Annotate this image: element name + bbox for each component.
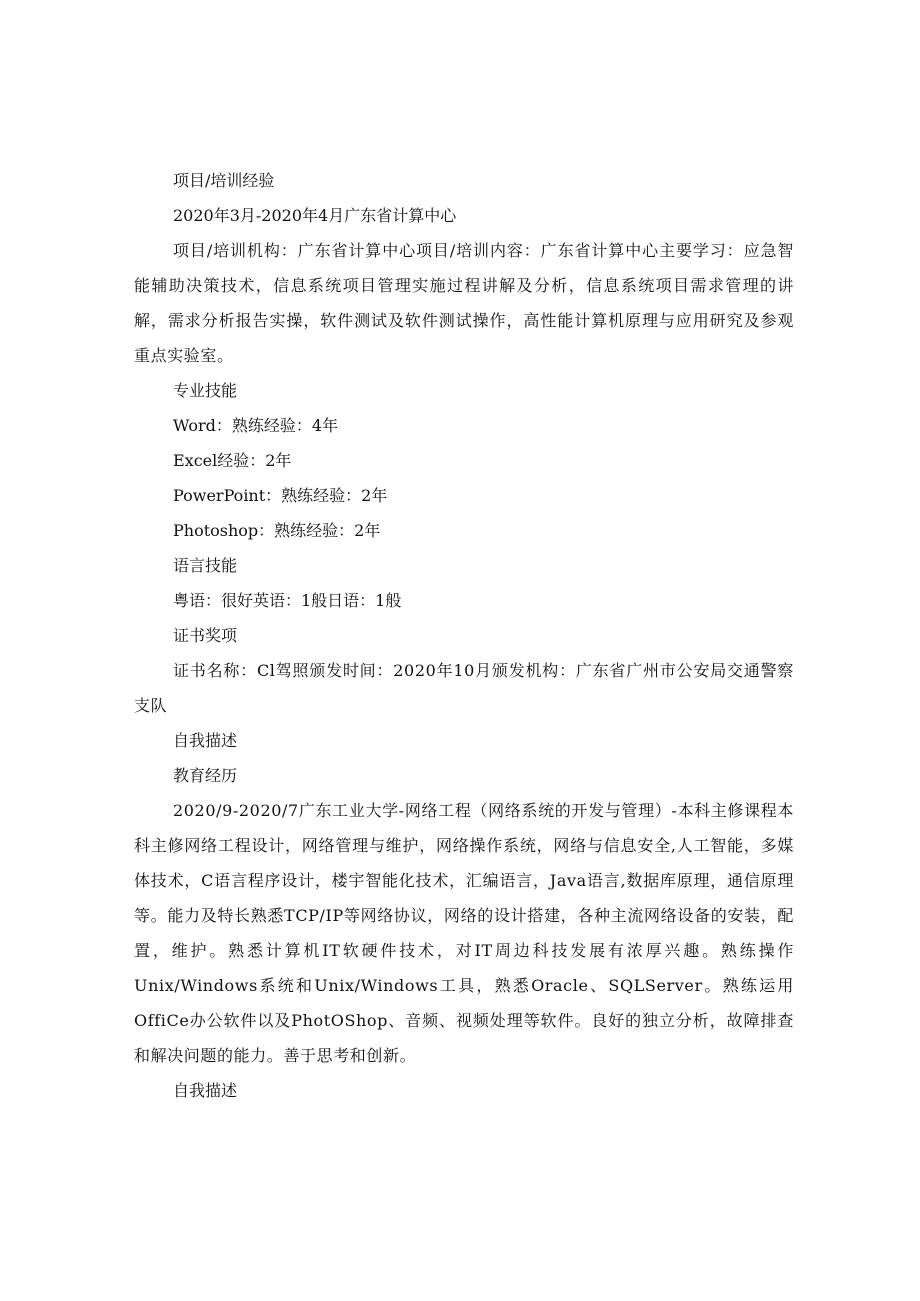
- certificates-text: 证书名称：Cl驾照颁发时间：2020年10月颁发机构：广东省广州市公安局交通警察支队: [134, 661, 794, 715]
- project-heading: 项目/培训经验: [173, 171, 275, 190]
- self-description-heading: 自我描述: [173, 731, 238, 750]
- self-description-heading-2: 自我描述: [173, 1081, 238, 1100]
- project-detail: 项目/培训机构：广东省计算中心项目/培训内容：广东省计算中心主要学习：应急智能辅助决策技术，信息系统项目管理实施过程讲解及分析，信息系统项目需求管理的讲解，需求分析报告实操，软件测试及软件测试操作，高性能计算机原理与应用研究及参观重点实验室。: [134, 241, 794, 365]
- education-heading: 教育经历: [173, 766, 238, 785]
- project-period: 2020年3月-2020年4月广东省计算中心: [173, 206, 457, 225]
- certificates-heading: 证书奖项: [173, 626, 238, 645]
- languages-heading: 语言技能: [173, 556, 238, 575]
- skill-item-excel: Excel经验：2年: [173, 451, 292, 470]
- education-text: 2020/9-2020/7广东工业大学-网络工程（网络系统的开发与管理）-本科主修课程本科主修网络工程设计，网络管理与维护，网络操作系统，网络与信息安全,人工智能，多媒体技术，C语言程序设计，楼宇智能化技术，汇编语言，Java语言,数据库原理，通信原理等。能力及特长熟悉TCP/IP等网络协议，网络的设计搭建，各种主流网络设备的安装，配置，维护。熟悉计算机IT软硬件技术，对IT周边科技发展有浓厚兴趣。熟练操作Unix/Windows系统和Unix/Windows工具，熟悉Oracle、SQLServer。熟练运用OffiCe办公软件以及PhotOShop、音频、视频处理等软件。良好的独立分析，故障排查和解决问题的能力。善于思考和创新。: [134, 801, 794, 1065]
- languages-text: 粤语：很好英语：1般日语：1般: [173, 591, 402, 610]
- skills-heading: 专业技能: [173, 381, 238, 400]
- skill-item-powerpoint: PowerPoint：熟练经验：2年: [173, 486, 388, 505]
- skill-item-photoshop: Photoshop：熟练经验：2年: [173, 521, 381, 540]
- document-body: [134, 163, 794, 1108]
- skill-item-word: Word：熟练经验：4年: [173, 416, 339, 435]
